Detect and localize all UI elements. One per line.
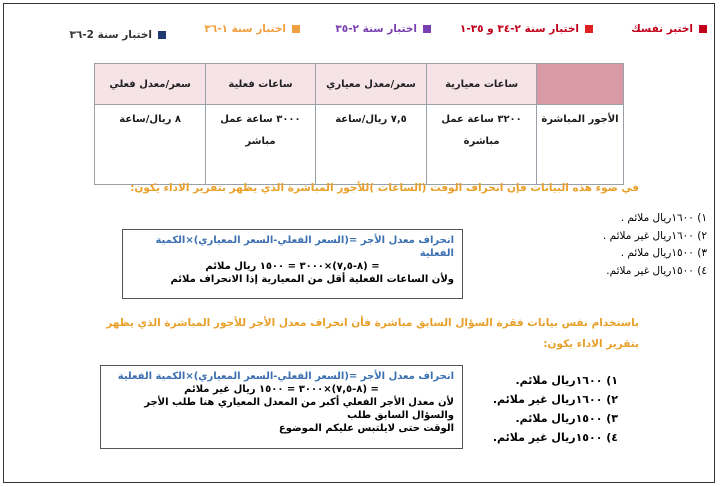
cell-standard-rate [315,105,427,185]
note-text: الوقت حتى لايلتبس عليكم الموضوع [278,423,454,434]
note-text: ولأن الساعات الفعلية أقل من المعيارية إذا الانحراف ملائم [170,274,454,285]
cell-actual-hours [206,105,316,185]
table-corner-cell [536,64,623,105]
orange-square-icon [292,25,300,33]
question-1-text: في ضوء هذه البيانات فإن انحراف الوقت (الساعات )للأجور المباشرة الذي يظهر بتقرير الاداء يكون: [130,182,639,194]
nav-link-exam-36-2[interactable]: اختبار سنة 2-٣٦ [69,26,166,44]
formula-text: انحراف معدل الأجر =(السعر الفعلي-السعر المعياري)×الكمية الفعلية [155,235,454,259]
nav-link-exam-35-2[interactable]: اختبار سنة ٢-٣٥ [335,20,431,38]
option-4[interactable]: ٤) ١٥٠٠ريال غير ملائم. [606,264,707,277]
header-standard-hours: ساعات معيارية [427,64,537,105]
question-2-text-line2: بتقرير الاداء يكون: [543,338,639,350]
row-label-direct-wages: الأجور المباشرة [536,105,623,185]
navy-square-icon [158,31,166,39]
cell-text: ٧,٥ ريال/ساعة [335,114,407,125]
calc-text: = (٨-٧,٥)×٣٠٠٠ = ١٥٠٠ ريال غير ملائم [184,384,379,395]
cell-text: ٣٠٠٠ ساعة عمل [220,114,301,125]
option-2[interactable]: ٢) ١٦٠٠ريال غير ملائم. [492,393,618,406]
red-square-icon [699,25,707,33]
purple-square-icon [423,25,431,33]
question-2-options [493,371,618,447]
answer-box-2 [100,365,463,449]
question-1-options [603,210,707,280]
table-row [95,105,624,185]
option-3[interactable]: ٣) ١٥٠٠ريال ملائم . [620,247,707,259]
cell-text: مباشر [245,136,276,147]
cell-text: ٨ ريال/ساعة [119,114,181,125]
question-2-text-line1: باستخدام نفس بيانات فقرة السؤال السابق مباشرة فأن انحراف معدل الأجر للأجور المباشرة الذي يظهر [106,317,639,329]
nav-link-exam-36-1[interactable]: اختبار سنة ١-٣٦ [204,20,300,38]
header-actual-hours: ساعات فعلية [206,64,316,105]
calc-text: = (٨-٧,٥)×٣٠٠٠ = ١٥٠٠ ريال ملائم [205,261,380,272]
nav-link-test-yourself[interactable]: اختبر نفسك [631,20,707,38]
header-standard-rate: سعر/معدل معياري [315,64,427,105]
option-1[interactable]: ١) ١٦٠٠ريال ملائم. [515,374,618,387]
option-2[interactable]: ٢) ١٦٠٠ريال غير ملائم . [602,229,707,242]
option-1[interactable]: ١) ١٦٠٠ريال ملائم . [620,212,707,224]
note-text: لأن معدل الأجر الفعلي أكبر من المعدل المعياري هنا طلب الأجر والسؤال السابق طلب [144,397,454,421]
nav-link-exam-34-35[interactable]: اختبار سنة ٢-٣٤ و ٣٥-١ [460,20,593,38]
answer-box-1 [122,229,463,299]
header-actual-rate: سعر/معدل فعلي [95,64,206,105]
cell-standard-hours [427,105,537,185]
cell-text: مباشرة [463,136,500,147]
option-4[interactable]: ٤) ١٥٠٠ريال غير ملائم. [492,431,618,444]
red-square-icon [585,25,593,33]
cell-actual-rate [95,105,206,185]
table-header-row [95,64,624,105]
option-3[interactable]: ٣) ١٥٠٠ريال ملائم. [515,412,618,425]
cell-text: ٣٢٠٠ ساعة عمل [441,114,522,125]
formula-text: انحراف معدل الأجر =(السعر الفعلي-السعر المعياري)×الكمية الفعلية [117,371,454,382]
direct-labor-table [94,63,624,185]
